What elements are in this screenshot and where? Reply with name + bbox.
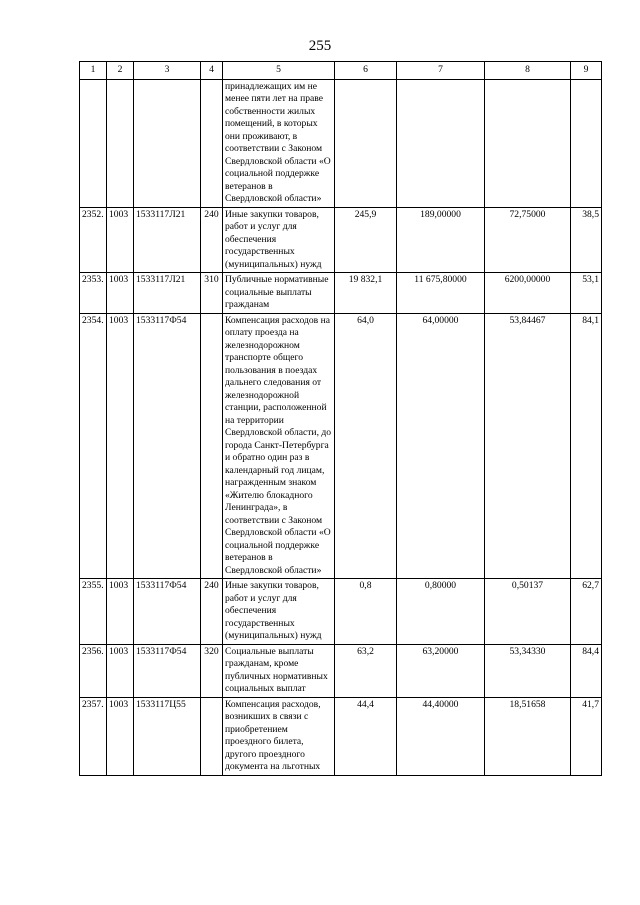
target-code: 1533117Л21 bbox=[134, 273, 201, 314]
col9-value bbox=[571, 79, 602, 207]
col8-value: 72,75000 bbox=[485, 207, 571, 273]
item-name: Социальные выплаты гражданам, кроме публичных нормативных социальных выплат bbox=[223, 644, 335, 697]
row-number: 2352. bbox=[80, 207, 107, 273]
header-cell: 5 bbox=[223, 62, 335, 80]
col8-value: 18,51658 bbox=[485, 697, 571, 775]
header-cell: 3 bbox=[134, 62, 201, 80]
col7-value bbox=[397, 79, 485, 207]
col6-value: 0,8 bbox=[335, 579, 397, 645]
col6-value: 245,9 bbox=[335, 207, 397, 273]
col6-value: 64,0 bbox=[335, 313, 397, 579]
section-code bbox=[107, 79, 134, 207]
row-number: 2357. bbox=[80, 697, 107, 775]
table-row bbox=[80, 79, 602, 207]
expense-type: 240 bbox=[201, 579, 223, 645]
target-code bbox=[134, 79, 201, 207]
target-code: 1533117Ф54 bbox=[134, 644, 201, 697]
header-cell: 9 bbox=[571, 62, 602, 80]
header-cell: 7 bbox=[397, 62, 485, 80]
target-code: 1533117Ф54 bbox=[134, 579, 201, 645]
table-row bbox=[80, 579, 602, 645]
col7-value: 0,80000 bbox=[397, 579, 485, 645]
col6-value bbox=[335, 79, 397, 207]
expense-type bbox=[201, 697, 223, 775]
col6-value: 63,2 bbox=[335, 644, 397, 697]
col7-value: 11 675,80000 bbox=[397, 273, 485, 314]
expense-type: 320 bbox=[201, 644, 223, 697]
table-row bbox=[80, 273, 602, 314]
item-name: Иные закупки товаров, работ и услуг для обеспечения государственных (муниципальных) нужд bbox=[223, 207, 335, 273]
target-code: 1533117Ф54 bbox=[134, 313, 201, 579]
header-cell: 8 bbox=[485, 62, 571, 80]
target-code: 1533117Л21 bbox=[134, 207, 201, 273]
col9-value: 84,1 bbox=[571, 313, 602, 579]
header-cell: 4 bbox=[201, 62, 223, 80]
item-name: Компенсация расходов на оплату проезда на железнодорожном транспорте общего пользования в поездах дальнего следования от железнодорожной станции, расположенной на территории Свердловской области, до города Санкт-Петербурга и обратно один раз в календарный год лицам, награжденным знаком «Жителю блокадного Ленинграда», в соответствии с Законом Свердловской области «О социальной поддержке ветеранов в Свердловской области» bbox=[223, 313, 335, 579]
col8-value: 0,50137 bbox=[485, 579, 571, 645]
section-code: 1003 bbox=[107, 207, 134, 273]
col9-value: 38,5 bbox=[571, 207, 602, 273]
header-row bbox=[80, 62, 602, 80]
col7-value: 189,00000 bbox=[397, 207, 485, 273]
expense-type bbox=[201, 313, 223, 579]
table-row bbox=[80, 313, 602, 579]
col7-value: 64,00000 bbox=[397, 313, 485, 579]
expense-type: 240 bbox=[201, 207, 223, 273]
col9-value: 53,1 bbox=[571, 273, 602, 314]
budget-table bbox=[79, 61, 602, 776]
col8-value: 53,84467 bbox=[485, 313, 571, 579]
expense-type: 310 bbox=[201, 273, 223, 314]
col8-value bbox=[485, 79, 571, 207]
col6-value: 44,4 bbox=[335, 697, 397, 775]
header-cell: 6 bbox=[335, 62, 397, 80]
expense-type bbox=[201, 79, 223, 207]
table-row bbox=[80, 697, 602, 775]
header-cell: 1 bbox=[80, 62, 107, 80]
row-number: 2356. bbox=[80, 644, 107, 697]
col9-value: 62,7 bbox=[571, 579, 602, 645]
page-number: 255 bbox=[308, 38, 332, 54]
target-code: 1533117Ц55 bbox=[134, 697, 201, 775]
item-name: Иные закупки товаров, работ и услуг для обеспечения государственных (муниципальных) нужд bbox=[223, 579, 335, 645]
section-code: 1003 bbox=[107, 273, 134, 314]
col9-value: 84,4 bbox=[571, 644, 602, 697]
col9-value: 41,7 bbox=[571, 697, 602, 775]
col8-value: 53,34330 bbox=[485, 644, 571, 697]
header-cell: 2 bbox=[107, 62, 134, 80]
section-code: 1003 bbox=[107, 644, 134, 697]
col8-value: 6200,00000 bbox=[485, 273, 571, 314]
item-name: Компенсация расходов, возникших в связи с приобретением проездного билета, другого проездного документа на льготных bbox=[223, 697, 335, 775]
table-row bbox=[80, 207, 602, 273]
section-code: 1003 bbox=[107, 579, 134, 645]
col7-value: 63,20000 bbox=[397, 644, 485, 697]
row-number: 2353. bbox=[80, 273, 107, 314]
item-name: Публичные нормативные социальные выплаты гражданам bbox=[223, 273, 335, 314]
col6-value: 19 832,1 bbox=[335, 273, 397, 314]
section-code: 1003 bbox=[107, 313, 134, 579]
row-number bbox=[80, 79, 107, 207]
row-number: 2354. bbox=[80, 313, 107, 579]
section-code: 1003 bbox=[107, 697, 134, 775]
item-name: принадлежащих им не менее пяти лет на праве собственности жилых помещений, в которых они проживают, в соответствии с Законом Свердловской области «О социальной поддержке ветеранов в Свердловской области» bbox=[223, 79, 335, 207]
row-number: 2355. bbox=[80, 579, 107, 645]
table-row bbox=[80, 644, 602, 697]
col7-value: 44,40000 bbox=[397, 697, 485, 775]
